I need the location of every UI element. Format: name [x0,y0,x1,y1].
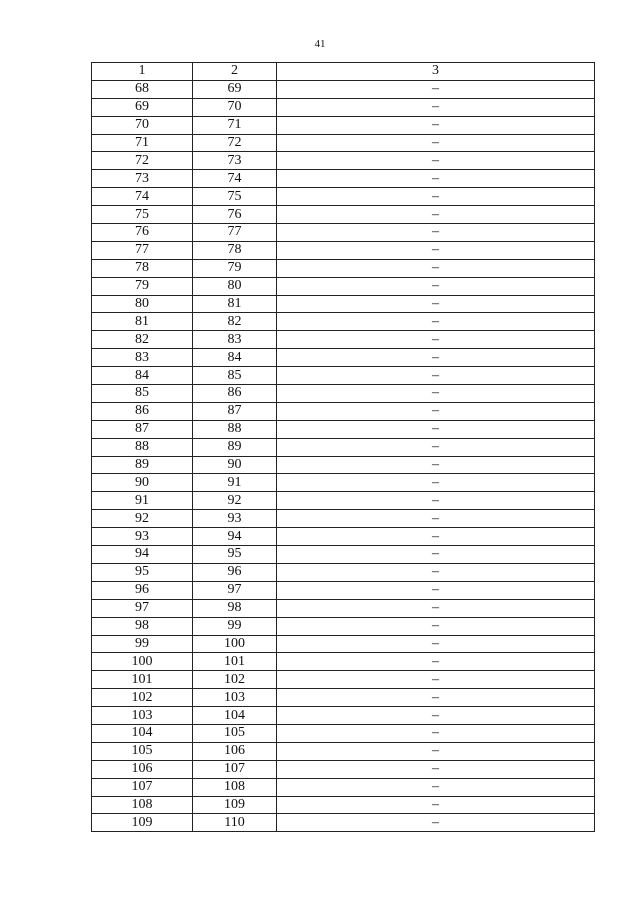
table-cell-col-3: – [277,563,595,581]
table-cell-col-3: – [277,80,595,98]
table-row [92,617,595,635]
table-cell-col-3: – [277,635,595,653]
table-cell-col-2: 73 [193,152,277,170]
table-cell-col-2: 76 [193,206,277,224]
table-cell-col-2: 98 [193,599,277,617]
table-cell-col-1: 95 [92,563,193,581]
table-cell-col-2: 108 [193,778,277,796]
table-cell-col-3: – [277,134,595,152]
table-cell-col-2: 99 [193,617,277,635]
table-cell-col-2: 75 [193,188,277,206]
table-row [92,742,595,760]
table-cell-col-1: 83 [92,349,193,367]
table-cell-col-1: 108 [92,796,193,814]
table-row [92,402,595,420]
table-row [92,385,595,403]
table-row [92,474,595,492]
table-cell-col-3: – [277,385,595,403]
table-cell-col-3: – [277,510,595,528]
table-cell-col-3: – [277,528,595,546]
table-cell-col-2: 105 [193,724,277,742]
table-cell-col-3: – [277,796,595,814]
table-cell-col-2: 83 [193,331,277,349]
table-cell-col-1: 78 [92,259,193,277]
table-cell-col-2: 110 [193,814,277,832]
table-cell-col-1: 87 [92,420,193,438]
table-cell-col-3: – [277,742,595,760]
table-cell-col-1: 99 [92,635,193,653]
column-header-2: 2 [193,63,277,81]
table-row [92,707,595,725]
table-cell-col-3: – [277,259,595,277]
table-cell-col-3: – [277,313,595,331]
table-cell-col-2: 87 [193,402,277,420]
table-cell-col-1: 86 [92,402,193,420]
table-row [92,778,595,796]
table-cell-col-1: 100 [92,653,193,671]
table-cell-col-2: 80 [193,277,277,295]
table-cell-col-1: 82 [92,331,193,349]
table-cell-col-1: 92 [92,510,193,528]
table-cell-col-3: – [277,474,595,492]
table-cell-col-3: – [277,277,595,295]
table-cell-col-3: – [277,98,595,116]
table-row [92,224,595,242]
table-cell-col-3: – [277,224,595,242]
table-cell-col-3: – [277,152,595,170]
table-cell-col-2: 97 [193,581,277,599]
table-row [92,152,595,170]
table-cell-col-3: – [277,420,595,438]
table-cell-col-1: 68 [92,80,193,98]
table-cell-col-1: 71 [92,134,193,152]
table-cell-col-3: – [277,599,595,617]
table-cell-col-1: 101 [92,671,193,689]
table-cell-col-2: 91 [193,474,277,492]
table-cell-col-1: 79 [92,277,193,295]
table-row [92,581,595,599]
table-row [92,671,595,689]
table-row [92,116,595,134]
table-cell-col-1: 107 [92,778,193,796]
table-cell-col-2: 96 [193,563,277,581]
table-cell-col-2: 107 [193,760,277,778]
table-cell-col-3: – [277,671,595,689]
table-cell-col-2: 101 [193,653,277,671]
table-cell-col-3: – [277,331,595,349]
table-cell-col-1: 85 [92,385,193,403]
table-cell-col-1: 90 [92,474,193,492]
table-cell-col-1: 104 [92,724,193,742]
table-row [92,420,595,438]
table-cell-col-2: 70 [193,98,277,116]
table-row [92,492,595,510]
table-cell-col-1: 69 [92,98,193,116]
table-cell-col-2: 81 [193,295,277,313]
table-cell-col-2: 89 [193,438,277,456]
table-cell-col-1: 73 [92,170,193,188]
table-row [92,796,595,814]
table-cell-col-2: 77 [193,224,277,242]
table-cell-col-2: 100 [193,635,277,653]
table-cell-col-3: – [277,617,595,635]
table-cell-col-2: 74 [193,170,277,188]
table-cell-col-2: 85 [193,367,277,385]
table-row [92,349,595,367]
table-cell-col-2: 109 [193,796,277,814]
table-cell-col-1: 94 [92,546,193,564]
table-cell-col-3: – [277,707,595,725]
table-cell-col-1: 80 [92,295,193,313]
table-row [92,653,595,671]
table-cell-col-1: 75 [92,206,193,224]
table-row [92,510,595,528]
table-row [92,313,595,331]
table-cell-col-1: 102 [92,689,193,707]
column-header-3: 3 [277,63,595,81]
table-cell-col-1: 96 [92,581,193,599]
table-cell-col-1: 88 [92,438,193,456]
table-row [92,635,595,653]
table-cell-col-3: – [277,492,595,510]
table-cell-col-1: 109 [92,814,193,832]
table-cell-col-1: 91 [92,492,193,510]
table-cell-col-2: 104 [193,707,277,725]
table-cell-col-3: – [277,724,595,742]
table-cell-col-2: 94 [193,528,277,546]
table-row [92,241,595,259]
table-cell-col-2: 72 [193,134,277,152]
table-row [92,134,595,152]
table-cell-col-2: 71 [193,116,277,134]
table-cell-col-1: 70 [92,116,193,134]
table-cell-col-2: 90 [193,456,277,474]
table-row [92,599,595,617]
table-cell-col-1: 84 [92,367,193,385]
table-cell-col-2: 102 [193,671,277,689]
table-cell-col-2: 86 [193,385,277,403]
table-cell-col-1: 103 [92,707,193,725]
table-cell-col-1: 81 [92,313,193,331]
table-row [92,456,595,474]
table-row [92,98,595,116]
table-cell-col-2: 78 [193,241,277,259]
table-cell-col-2: 103 [193,689,277,707]
table-cell-col-3: – [277,170,595,188]
table-row [92,438,595,456]
table-cell-col-2: 69 [193,80,277,98]
table-cell-col-3: – [277,402,595,420]
table-row [92,80,595,98]
table-cell-col-2: 106 [193,742,277,760]
table-row [92,277,595,295]
table-cell-col-3: – [277,438,595,456]
table-cell-col-1: 97 [92,599,193,617]
table-cell-col-3: – [277,778,595,796]
table-row [92,814,595,832]
header-row [92,63,595,81]
table-row [92,170,595,188]
table-cell-col-1: 77 [92,241,193,259]
table-row [92,331,595,349]
table-row [92,188,595,206]
table-cell-col-2: 93 [193,510,277,528]
table-cell-col-1: 76 [92,224,193,242]
table-cell-col-3: – [277,456,595,474]
table-cell-col-2: 79 [193,259,277,277]
table-cell-col-2: 84 [193,349,277,367]
table-cell-col-3: – [277,241,595,259]
table-cell-col-3: – [277,814,595,832]
table-cell-col-1: 72 [92,152,193,170]
page-number: 41 [314,38,326,50]
table-cell-col-3: – [277,295,595,313]
table-cell-col-2: 88 [193,420,277,438]
table-row [92,689,595,707]
column-header-1: 1 [92,63,193,81]
table-cell-col-2: 92 [193,492,277,510]
table-row [92,206,595,224]
table-row [92,259,595,277]
table-body [92,80,595,831]
table-cell-col-1: 93 [92,528,193,546]
table-cell-col-1: 74 [92,188,193,206]
table-cell-col-3: – [277,367,595,385]
table-cell-col-1: 89 [92,456,193,474]
table-row [92,295,595,313]
table-row [92,546,595,564]
table-row [92,760,595,778]
table-cell-col-3: – [277,653,595,671]
table-cell-col-2: 82 [193,313,277,331]
table-cell-col-1: 105 [92,742,193,760]
table-row [92,367,595,385]
table-cell-col-3: – [277,581,595,599]
table-cell-col-3: – [277,546,595,564]
table-cell-col-3: – [277,188,595,206]
table-header [92,63,595,81]
table-cell-col-3: – [277,349,595,367]
table-cell-col-3: – [277,206,595,224]
data-table [91,62,595,832]
table-cell-col-1: 106 [92,760,193,778]
table-row [92,528,595,546]
table-cell-col-2: 95 [193,546,277,564]
table-cell-col-3: – [277,116,595,134]
table-cell-col-3: – [277,760,595,778]
table-cell-col-1: 98 [92,617,193,635]
table-row [92,724,595,742]
table-row [92,563,595,581]
table-cell-col-3: – [277,689,595,707]
